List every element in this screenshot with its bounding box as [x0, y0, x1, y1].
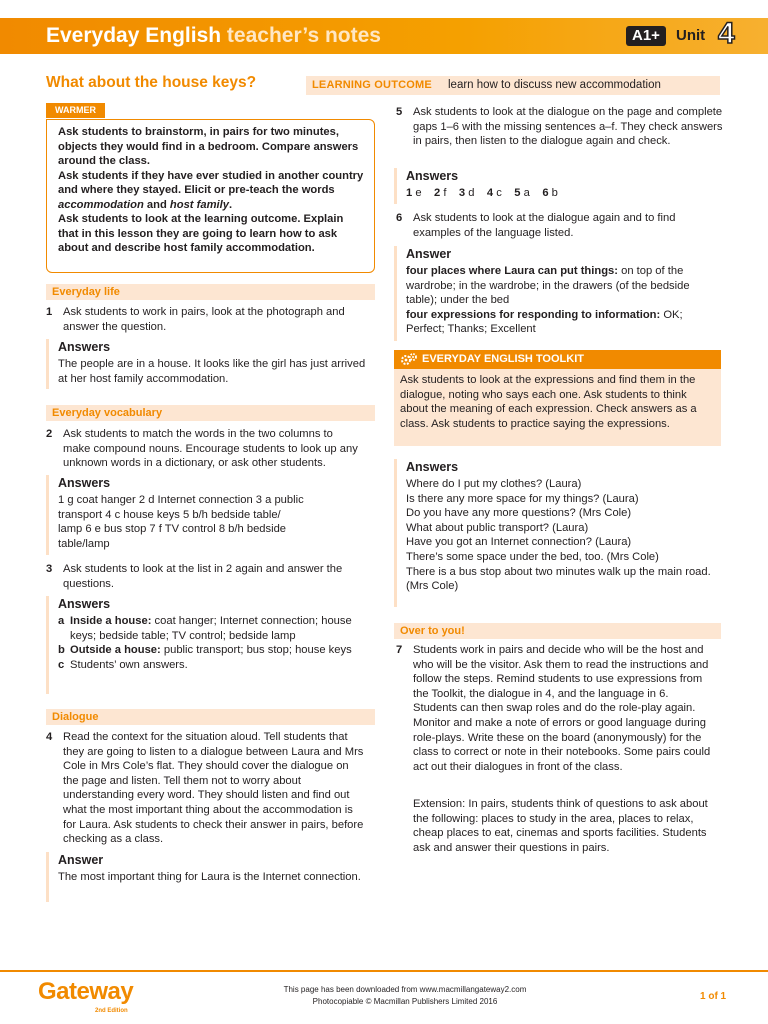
answer-6-text-1: on top of the wardrobe; in the wardrobe; in the drawers (of the bedside table); under the bed [406, 265, 690, 307]
learning-outcome-label: LEARNING OUTCOME [306, 76, 438, 95]
level-label: A1+ [626, 26, 666, 46]
answers-5-heading: Answers [406, 169, 459, 183]
item-5-number: 5 [396, 106, 403, 118]
warmer-tag: WARMER [46, 103, 105, 118]
toolkit-answer: Do you have any more questions? (Mrs Cole) [406, 507, 632, 520]
answer-5-letter: f [443, 187, 447, 199]
answer-5-letter: d [468, 187, 475, 199]
toolkit-answer: There’s some space under the bed, too. (Mrs Cole) [406, 550, 659, 563]
answer-5-num: 5 [514, 187, 521, 199]
answer-5-num: 4 [486, 187, 494, 199]
item-6-text: Ask students to look at the dialogue again and to find examples of the language listed. [413, 212, 676, 239]
answers-2-line: 1 g coat hanger 2 d Internet connection 3 a public [58, 494, 304, 506]
answer-5-num: 2 [434, 187, 441, 199]
toolkit-answer: Have you got an Internet connection? (Laura) [406, 536, 632, 549]
learning-outcome [306, 76, 720, 95]
gateway-edition: 2nd Edition [95, 1008, 128, 1014]
warmer-p2-em2: host family [169, 198, 229, 211]
answer-4 [46, 852, 366, 902]
answers-1-heading: Answers [58, 340, 111, 354]
answers-3-heading: Answers [58, 597, 111, 611]
answer-5-letter: c [496, 187, 502, 199]
answer-5-letter: b [551, 187, 558, 199]
item-2-number: 2 [46, 428, 53, 440]
section-over-to-you: Over to you! [394, 623, 721, 639]
item-5-text: Ask students to look at the dialogue on the page and complete gaps 1–6 with the missing sentences a–f. They check answers in pairs, then listen to the dialogue again and check. [413, 106, 723, 148]
item-4-number: 4 [46, 731, 53, 743]
section-dialogue: Dialogue [46, 709, 375, 725]
item-7-text: Students work in pairs and decide who will be the host and who will be the visitor. Ask them to read the instructions and follow the steps. Remind students to use expressions from the Toolkit, the dialogue in 4, and the language in 6. Students can then swap roles and do the role-play again. Monitor and make a note of errors or good language during role-plays. Write these on the board (anonymously) for the class to correct or note in their notebooks. Some pairs could act out their dialogues in front of the class. [413, 644, 711, 773]
warmer-p2-em1: accommodation [58, 198, 144, 211]
extension-text: Extension: In pairs, students think of questions to ask about the following: places to study in the area, places to relax, cheap places to eat, cinemas and sports facilities. Students ask and answer their questions in pairs. [413, 798, 708, 854]
answers-1 [46, 339, 366, 389]
answer-5-letter: e [415, 187, 422, 199]
answer-6-text-2: OK; Perfect; Thanks; Excellent [406, 308, 683, 336]
answer-5-num: 3 [458, 187, 466, 199]
warmer-p1: Ask students to brainstorm, in pairs for two minutes, objects they would find in a bedroom. Compare answers around the class. [58, 126, 359, 167]
answer-6-bold-2: four expressions for responding to information: [406, 308, 661, 321]
learning-outcome-text: learn how to discuss new accommodation [448, 79, 661, 91]
page-number: 1 of 1 [700, 991, 727, 1002]
answer-3b [58, 643, 366, 658]
item-3-number: 3 [46, 563, 53, 575]
answer-3c-text: Students’ own answers. [70, 658, 188, 671]
item-1-text: Ask students to work in pairs, look at the photograph and answer the question. [63, 306, 345, 333]
answer-4-heading: Answer [58, 853, 104, 867]
section-everyday-life: Everyday life [46, 284, 375, 300]
toolkit-tag-label: EVERYDAY ENGLISH TOOLKIT [422, 353, 584, 365]
answers-5 [394, 168, 720, 204]
answers-3 [46, 596, 366, 694]
lesson-title: What about the house keys? [46, 74, 257, 91]
answers-1-text: The people are in a house. It looks like the girl has just arrived at her host family accommodation. [58, 358, 366, 385]
unit-label: Unit [676, 27, 706, 44]
answer-3c [58, 658, 366, 673]
section-everyday-vocabulary: Everyday vocabulary [46, 405, 375, 421]
gateway-logo: Gateway [38, 978, 134, 1005]
footer-copyright-line: Photocopiable © Macmillan Publishers Limited 2016 [312, 997, 498, 1006]
answer-6-heading: Answer [406, 247, 452, 261]
answer-3b-letter: b [58, 644, 65, 657]
page-title [46, 22, 381, 50]
gears-icon [400, 352, 418, 367]
answers-5-list [406, 186, 720, 201]
warmer-p2-b: and [143, 198, 170, 211]
footer-divider [0, 970, 768, 972]
answer-6-line-1 [406, 264, 720, 308]
answer-3a-text: coat hanger; Internet connection; house keys; bedside table; TV control; bedside lamp [70, 615, 352, 642]
answer-6-line-2 [406, 308, 720, 337]
title-sub: teacher’s notes [221, 24, 381, 47]
answer-5-num: 6 [542, 187, 549, 199]
answer-3a [58, 614, 366, 643]
warmer-box [46, 119, 375, 273]
toolkit-tag [394, 350, 721, 369]
toolkit-answer: Is there any more space for my things? (Laura) [406, 492, 639, 505]
answer-5-letter: a [523, 187, 530, 199]
answers-2 [46, 475, 366, 555]
item-4-text: Read the context for the situation aloud. Tell students that they are going to listen to a dialogue between Laura and Mrs Cole in Mrs Cole’s flat. They should cover the dialogue on the page and listen. Tell them not to worry about understanding every word. They should listen and find out what the most important thing about the accommodation is for Laura. Ask students to check their answer in pairs, before checking as a class. [63, 731, 364, 846]
toolkit-body: Ask students to look at the expressions and find them in the dialogue, noting who says each one. Ask students to think about the meaning of each expression. Check answers as a class. Ask students to practice saying the expressions. [394, 369, 721, 446]
item-2-text: Ask students to match the words in the two columns to make compound nouns. Encourage students to look up any unknown words in a dictionary, or ask other students. [63, 428, 358, 470]
footer-download-line: This page has been downloaded from www.macmillangateway2.com [283, 985, 527, 994]
title-main: Everyday English [46, 24, 222, 47]
answer-3b-bold: Outside a house: [70, 644, 161, 657]
answer-5-num: 1 [406, 187, 413, 199]
answer-6-bold-1: four places where Laura can put things: [406, 265, 618, 277]
answer-3c-letter: c [58, 658, 65, 671]
answer-3a-bold: Inside a house: [70, 615, 152, 627]
item-3-text: Ask students to look at the list in 2 again and answer the questions. [63, 563, 343, 590]
item-1-number: 1 [46, 306, 53, 318]
answer-4-text: The most important thing for Laura is the Internet connection. [58, 871, 361, 883]
toolkit-answer: There is a bus stop about two minutes walk up the main road. (Mrs Cole) [406, 565, 711, 593]
toolkit-answers-heading: Answers [406, 460, 459, 474]
item-6-number: 6 [396, 212, 403, 224]
toolkit-answer: Where do I put my clothes? (Laura) [406, 478, 582, 490]
answer-3a-letter: a [58, 615, 65, 627]
answer-6 [394, 246, 720, 341]
answers-2-line: transport 4 c house keys 5 b/h bedside table/ [58, 508, 281, 521]
answer-3b-text: public transport; bus stop; house keys [160, 644, 352, 657]
header-bar [0, 18, 768, 54]
warmer-p2-c: . [228, 198, 233, 211]
level-unit-badge [626, 17, 752, 50]
answers-2-line: lamp 6 e bus stop 7 f TV control 8 b/h bedside [58, 523, 287, 536]
answers-2-heading: Answers [58, 476, 111, 490]
item-7-number: 7 [396, 644, 403, 656]
warmer-p2-a: Ask students if they have ever studied in another country and where they stayed. Elicit or pre-teach the words [58, 169, 364, 196]
toolkit-answer: What about public transport? (Laura) [406, 521, 589, 534]
toolkit-answers [394, 459, 720, 607]
warmer-p2 [58, 169, 366, 213]
answers-2-line: table/lamp [58, 537, 110, 550]
warmer-p3: Ask students to look at the learning outcome. Explain that in this lesson they are going to learn how to ask about and describe host family accommodation. [58, 213, 344, 254]
unit-number: 4 [718, 17, 735, 50]
